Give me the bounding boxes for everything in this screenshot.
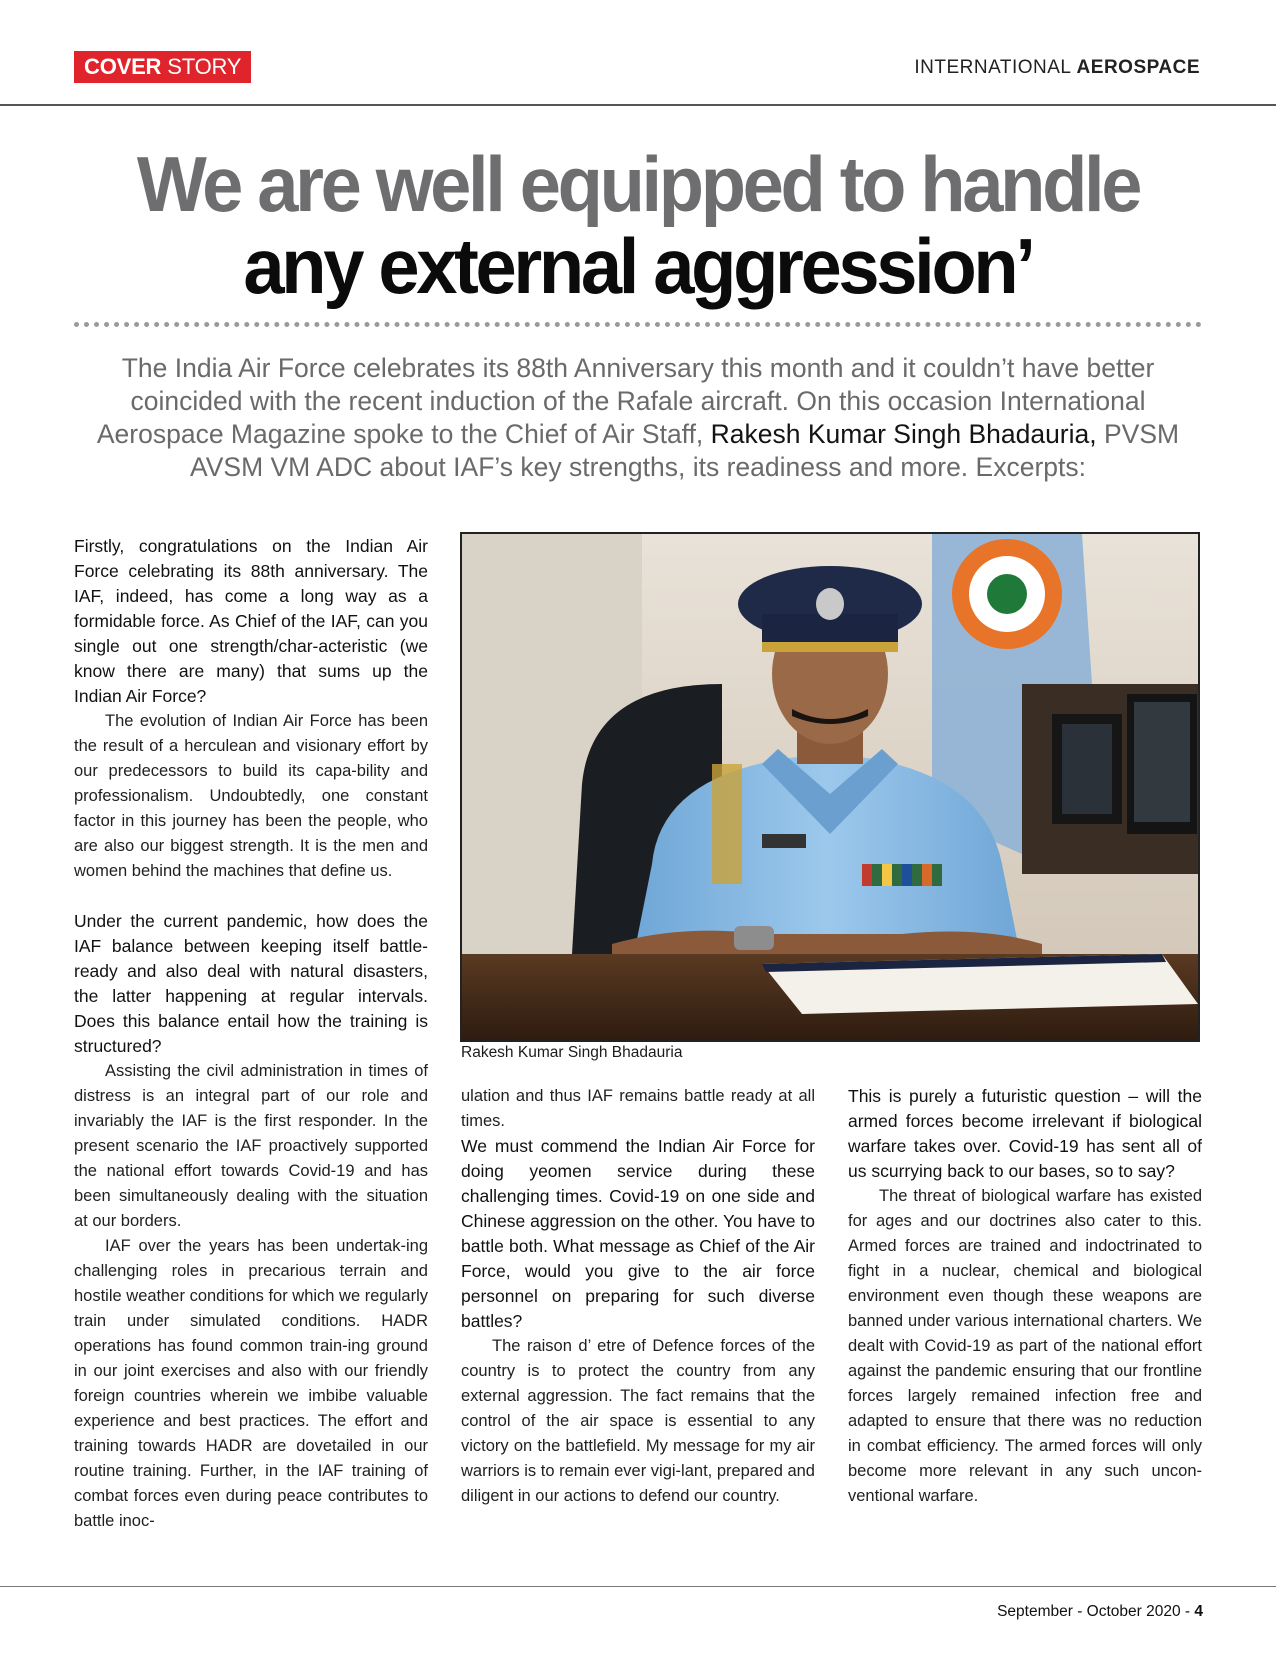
article-column-1 [74, 534, 428, 1534]
article-column-2 [461, 1084, 815, 1509]
answer-5: The threat of biological warfare has existed for ages and our doctrines also cater to this. Armed forces are trained and indoctrinated to fight in a nuclear, chemical and biological environment even though these weapons are banned under various international charters. We dealt with Covid-19 as part of the national effort against the pandemic ensuring that our frontline forces largely remained infection free and adapted to ensure that there was no reduction in combat efficiency. The armed forces will only become more relevant in any such uncon-ventional warfare. [848, 1187, 1202, 1505]
photo-caption: Rakesh Kumar Singh Bhadauria [461, 1044, 683, 1061]
page-footer [997, 1603, 1203, 1621]
publication-name [914, 57, 1200, 79]
question-4: This is purely a futuristic question – will the armed forces become irrelevant if biological warfare takes over. Covid-19 has sent all of us scurrying back to our bases, so to say? [848, 1086, 1202, 1181]
article-column-3 [848, 1084, 1202, 1509]
intro-paragraph [74, 352, 1202, 484]
answer-1: The evolution of Indian Air Force has been the result of a herculean and visionary effort by our predecessors to build its capa-bility and professionalism. Undoubtedly, one constant factor in this journey has been the people, who are also our biggest strength. It is the men and women behind the machines that define us. [74, 712, 428, 880]
section-label-bold: COVER [84, 54, 162, 79]
issue-date: September - October 2020 - [997, 1603, 1191, 1620]
question-2: Under the current pandemic, how does the IAF balance between keeping itself battle-ready and also deal with natural disasters, the latter happening at regular intervals. Does this balance entail how the training is structured? [74, 911, 428, 1056]
headline-line-1: We are well equipped to handle [136, 140, 1140, 228]
page-number: 4 [1194, 1603, 1203, 1620]
answer-4: The raison d’ etre of Defence forces of the country is to protect the country from any external aggression. The fact remains that the control of the air space is essential to any victory on the battlefield. My message for my air warriors is to remain ever vigi-lant, prepared and diligent in our actions to defend our country. [461, 1337, 815, 1505]
answer-2: Assisting the civil administration in times of distress is an integral part of our role and invariably the IAF is the first responder. In the present scenario the IAF proactively supported the national effort towards Covid-19 and has been simultaneously dealing with the situation at our borders. [74, 1062, 428, 1230]
header-rule [0, 104, 1276, 106]
question-1: Firstly, congratulations on the Indian Air Force celebrating its 88th anniversary. The IAF, indeed, has come a long way as a formidable force. As Chief of the IAF, can you single out one strength/char-acteristic (we know there are many) that sums up the Indian Air Force? [74, 536, 428, 706]
dotted-divider [74, 322, 1202, 327]
section-label-rest: STORY [167, 54, 242, 79]
section-badge [74, 51, 251, 83]
question-3: We must commend the Indian Air Force for doing yeomen service during these challenging times. Covid-19 on one side and Chinese aggression on the other. You have to battle both. What message as Chief of the Air Force, would you give to the air force personnel on preparing for such diverse battles? [461, 1136, 815, 1331]
answer-3: IAF over the years has been undertak-ing challenging roles in precarious terrain and hostile weather conditions for which we regularly train under simulated conditions. HADR operations has found common train-ing ground in our joint exercises and also with our friendly foreign countries wherein we imbibe valuable experience and best practices. The effort and training towards HADR are dovetailed in our routine training. Further, in the IAF training of combat forces even during peace contributes to battle inoc- [74, 1237, 429, 1530]
intro-text-after: PVSM AVSM VM ADC about IAF’s key strengths, its readiness and more. Excerpts: [190, 419, 1180, 482]
portrait-illustration [462, 534, 1198, 1040]
publication-name-bold: AEROSPACE [1076, 57, 1200, 78]
answer-3-continued: ulation and thus IAF remains battle ready at all times. [461, 1087, 815, 1130]
footer-rule [0, 1586, 1276, 1587]
intro-text-before: The India Air Force celebrates its 88th Anniversary this month and it couldn’t have better coincided with the recent induction of the Rafale aircraft. On this occasion International Aerospace Magazine spoke to the Chief of Air Staff, [96, 353, 1155, 449]
intro-interviewee-name: Rakesh Kumar Singh Bhadauria, [710, 419, 1097, 449]
headline-line-2: any external aggression’ [243, 222, 1033, 310]
portrait-photo [460, 532, 1200, 1042]
publication-name-light: INTERNATIONAL [914, 57, 1071, 78]
